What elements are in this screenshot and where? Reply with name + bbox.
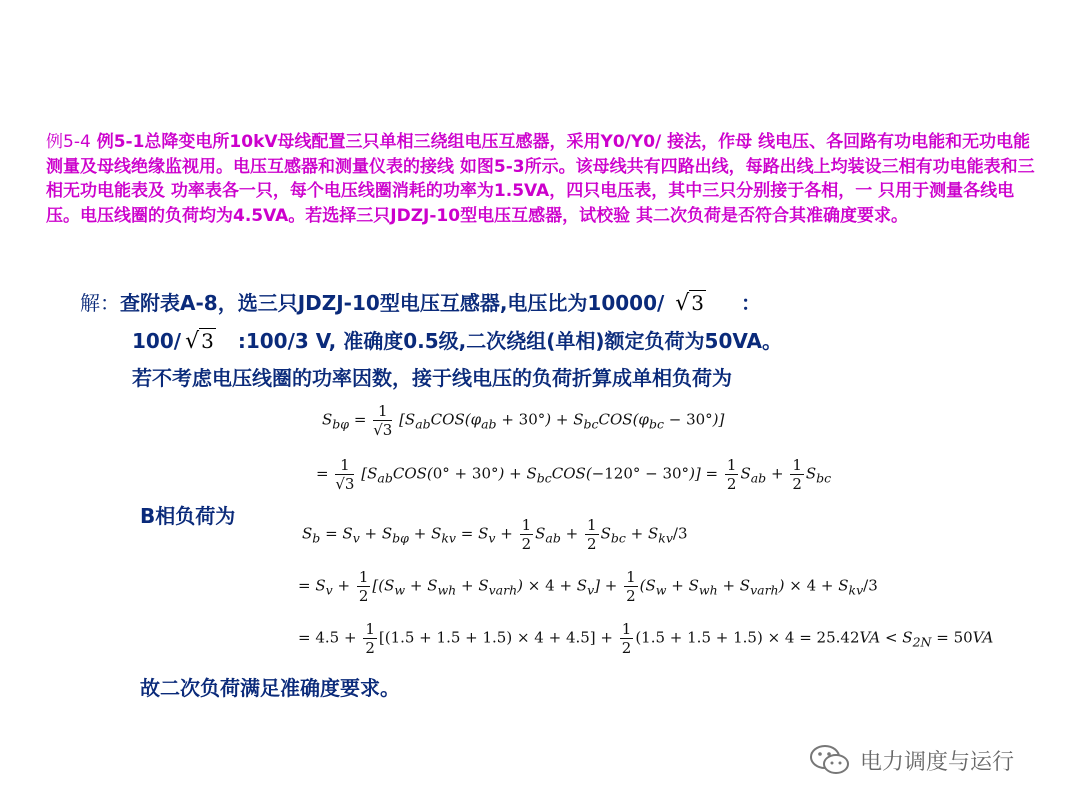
solution-line-1-text: 查附表A-8，选三只JDZJ-10型电压互感器,电压比为10000/	[120, 291, 665, 315]
solution-line-2: 100/ √ 3 :100/3 V, 准确度0.5级,二次绕组(单相)额定负荷为50VA。	[132, 329, 782, 354]
equation-sb-phi-expanded: = $\frac{1}{√3}$ $[S_{ab}COS(0^\circ + 30^\circ) + S_{bc}COS(-120^\circ - 30^\circ)]$ = $\frac{1}{2}$ $S_{ab}$ + $\frac{1}{2}$ $S_{bc}$	[316, 456, 832, 493]
problem-text: 例5-1总降变电所10kV母线配置三只单相三绕组电压互感器，采用Y0/Y0/ 接法，作母 线电压、各回路有功电能和无功电能测量及母线绝缘监视用。电压互感器和测量仪表的接线 如图5-3所示。该母线共有四路出线，每路出线上均装设三相有功电能表和三相无功电能表及 功率表各一只，每个电压线圈消耗的功率为1.5VA，四只电压表，其中三只分别接于各相，一 只用于测量各线电压。电压线圈的负荷均为4.5VA。若选择三只JDZJ-10型电压互感器，试校验 其二次负荷是否符合其准确度要求。	[46, 132, 1035, 226]
equation-sb-phi: $S_{b\varphi}$ = $\frac{1}{√3}$ $[S_{ab}COS(\varphi_{ab} + 30^\circ) + S_{bc}COS(\varphi_{bc} - 30^\circ)]$	[322, 402, 725, 439]
watermark	[808, 742, 1014, 778]
conclusion: 故二次负荷满足准确度要求。	[140, 676, 400, 700]
sqrt-3-symbol-2: √ 3	[185, 329, 214, 354]
problem-statement	[46, 130, 1036, 228]
b-phase-label: B相负荷为	[140, 504, 236, 528]
equation-sb-numeric: = 4.5 + $\frac{1}{2}$ [(1.5 + 1.5 + 1.5) × 4 + 4.5] + $\frac{1}{2}$ $(1.5 + 1.5 + 1.5) \times 4 = 25.42VA < S_{2N} = 50VA$	[298, 620, 994, 657]
watermark-text: 电力调度与运行	[860, 749, 1015, 775]
equation-sb-expanded: = $S_v$ + $\frac{1}{2}$ $[(S_w + S_{wh} + S_{varh}) \times 4 + S_v]$ + $\frac{1}{2}$ $(S_w + S_{wh} + S_{varh}) \times 4 + S_{kv}/3$	[298, 568, 878, 605]
solution-label: 解：	[80, 291, 120, 315]
sqrt-3-symbol: √ 3	[675, 291, 705, 316]
solution-line-1: 解：查附表A-8，选三只JDZJ-10型电压互感器,电压比为10000/ √ 3 ：	[80, 291, 761, 316]
solution-line-3: 若不考虑电压线圈的功率因数，接于线电压的负荷折算成单相负荷为	[132, 366, 732, 390]
wechat-icon	[808, 742, 852, 778]
problem-number: 例5-4	[46, 132, 91, 152]
equation-sb: $S_b = S_v + S_{b\varphi} + S_{kv} = S_v$ + $\frac{1}{2}$ $S_{ab}$ + $\frac{1}{2}$ $S_{bc} + S_{kv}/3$	[302, 516, 688, 553]
